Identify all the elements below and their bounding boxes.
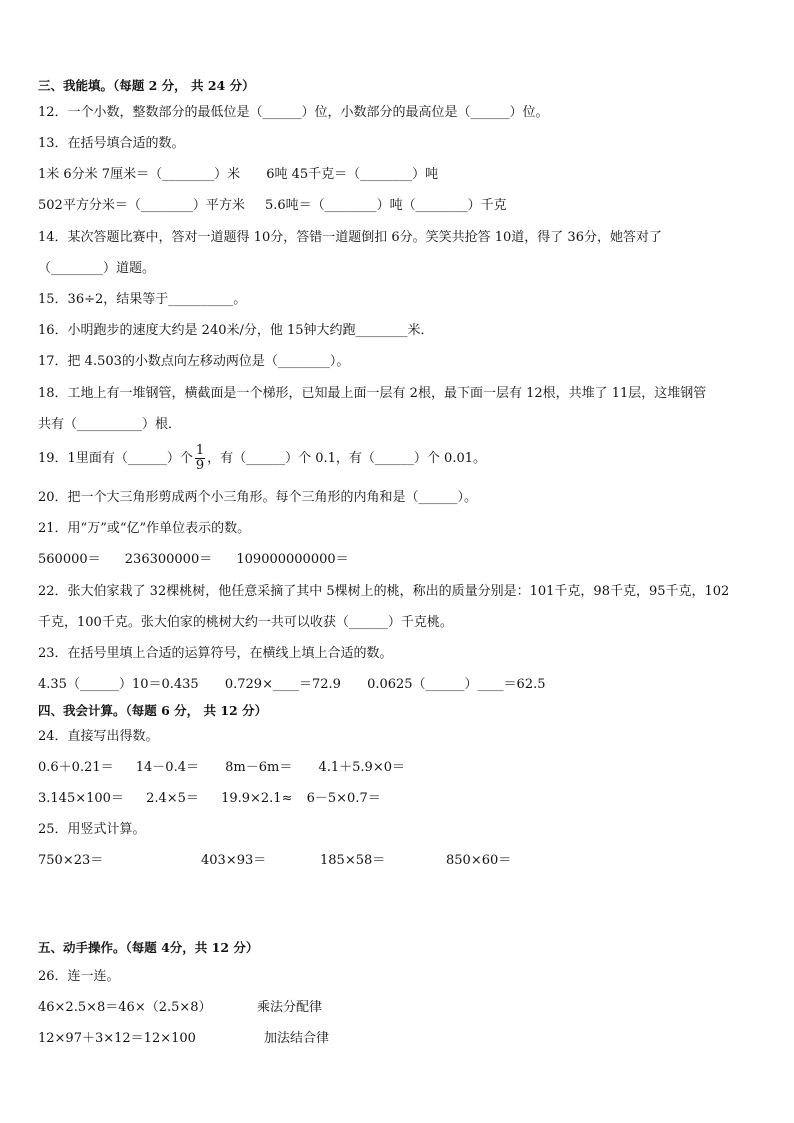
calc-item: 850×60＝ [446, 853, 512, 868]
section-3-header: 三、我能填。（每题 2 分， 共 24 分） [38, 78, 255, 93]
q23-item-1: 4.35（______）10＝0.435 [38, 677, 199, 692]
calc-item: 4.1＋5.9×0＝ [318, 760, 405, 775]
question-21-answers [38, 551, 349, 569]
q23-item-2: 0.729×____＝72.9 [224, 677, 341, 692]
question-25: 25．用竖式计算。 [38, 822, 146, 837]
question-15: 15．36÷2，结果等于__________。 [38, 292, 247, 307]
question-23: 23．在括号里填上合适的运算符号，在横线上填上合适的数。 [38, 646, 393, 661]
calc-item: 185×58＝ [320, 853, 386, 868]
calc-item: 6－5×0.7＝ [306, 791, 381, 806]
question-13: 13．在括号填合适的数。 [38, 136, 185, 151]
q19-part-1: 19．1里面有（______）个 [38, 451, 193, 466]
calc-item: 19.9×2.1≈ [221, 791, 293, 806]
section-4-header: 四、我会计算。（每题 6 分， 共 12 分） [38, 703, 268, 718]
question-20: 20．把一个大三角形剪成两个小三角形。每个三角形的内角和是（______）。 [38, 490, 478, 505]
q13-item-1: 1米 6分米 7厘米＝（________）米 [38, 167, 241, 182]
question-14-line-1: 14．某次答题比赛中，答对一道题得 10分，答错一道题倒扣 6分。笑笑共抢答 10道，得了 36分，她答对了 [38, 230, 662, 245]
q19-part-2: ，有（______）个 0.1，有（______）个 0.01。 [207, 451, 486, 466]
question-22-line-2: 千克，100千克。张大伯家的桃树大约一共可以收获（______）千克桃。 [38, 615, 453, 630]
question-19 [38, 444, 486, 473]
q13-item-4: 5.6吨＝（________）吨（________）千克 [264, 198, 507, 213]
link-right-item: 加法结合律 [264, 1031, 330, 1046]
question-26: 26．连一连。 [38, 969, 120, 984]
calc-item: 2.4×5＝ [146, 791, 199, 806]
q21-item-3: 109000000000＝ [236, 552, 349, 567]
question-12: 12．一个小数，整数部分的最低位是（______）位，小数部分的最高位是（______）位。 [38, 105, 549, 120]
calc-item: 0.6＋0.21＝ [38, 760, 114, 775]
fraction-numerator: 1 [195, 443, 205, 458]
fraction-one-ninth [195, 444, 205, 473]
question-24-row-2 [38, 790, 381, 808]
question-24: 24．直接写出得数。 [38, 729, 159, 744]
q21-item-1: 560000＝ [38, 552, 101, 567]
question-16: 16．小明跑步的速度大约是 240米/分，他 15钟大约跑________米． [38, 323, 434, 338]
question-13-row-1 [38, 166, 438, 184]
question-22-line-1: 22．张大伯家栽了 32棵桃树，他任意采摘了其中 5棵树上的桃，称出的质量分别是：101千克，98千克，95千克，102 [38, 584, 730, 599]
question-14-line-2: （________）道题。 [38, 261, 156, 276]
calc-item: 403×93＝ [201, 853, 267, 868]
question-17: 17．把 4.503的小数点向左移动两位是（________）。 [38, 354, 350, 369]
q23-item-3: 0.0625（______）____＝62.5 [367, 677, 546, 692]
fraction-denominator: 9 [195, 458, 205, 473]
section-5-header: 五、动手操作。（每题 4分，共 12 分） [38, 940, 259, 955]
q13-item-3: 502平方分米＝（________）平方米 [38, 198, 245, 213]
calc-item: 14－0.4＝ [135, 760, 199, 775]
q21-item-2: 236300000＝ [124, 552, 213, 567]
calc-item: 750×23＝ [38, 853, 104, 868]
calc-item: 8m－6m＝ [225, 760, 293, 775]
question-18-line-1: 18．工地上有一堆钢管，横截面是一个梯形，已知最上面一层有 2根，最下面一层有 12根，共堆了 11层，这堆钢管 [38, 386, 707, 401]
question-13-row-2 [38, 197, 507, 215]
link-left-item: 46×2.5×8＝46×（2.5×8） [38, 1000, 212, 1015]
question-18-line-2: 共有（__________）根． [38, 417, 182, 432]
link-left-item: 12×97＋3×12＝12×100 [38, 1031, 196, 1046]
question-23-answers [38, 676, 546, 694]
link-right-item: 乘法分配律 [257, 1000, 323, 1015]
q13-item-2: 6吨 45千克＝（________）吨 [266, 167, 439, 182]
calc-item: 3.145×100＝ [38, 791, 124, 806]
question-24-row-1 [38, 759, 405, 777]
question-21: 21．用“万”或“亿”作单位表示的数。 [38, 521, 251, 536]
